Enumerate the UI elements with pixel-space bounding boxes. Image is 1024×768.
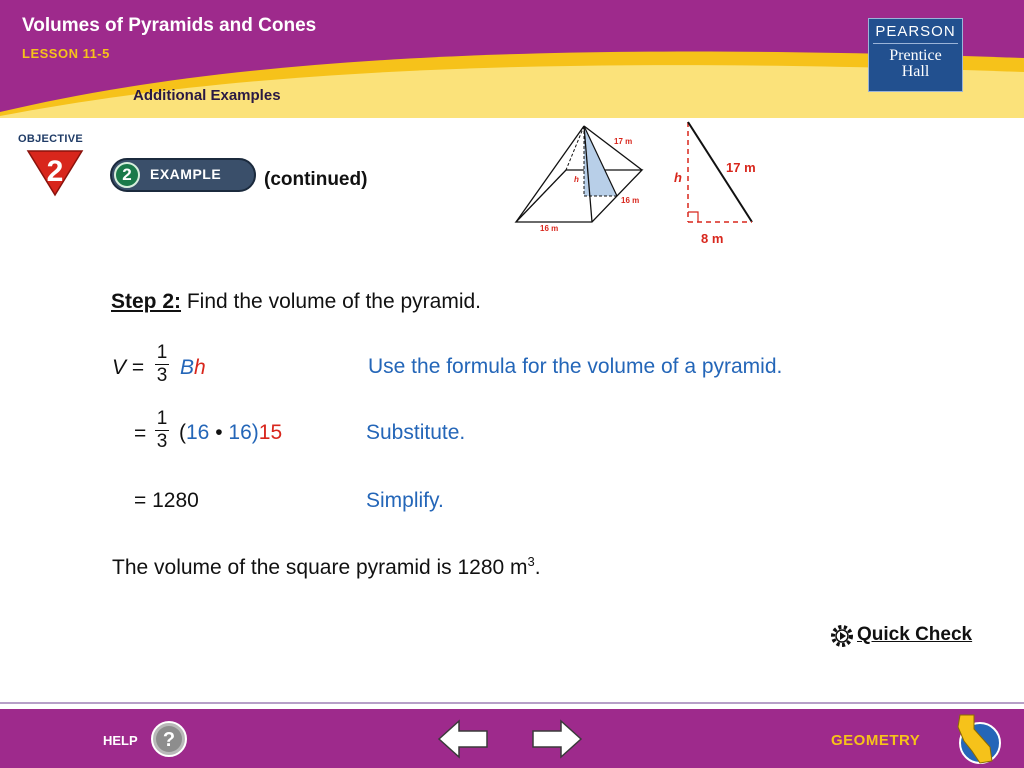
- substitute-expression: [179, 421, 282, 445]
- footer-divider: [0, 702, 1024, 704]
- formula-fraction-num: 1: [156, 342, 168, 363]
- footer-bar: [0, 709, 1024, 768]
- triangle-base-label: 8 m: [701, 231, 724, 246]
- formula-rhs: [180, 356, 206, 380]
- substitute-dot: •: [215, 421, 223, 444]
- substitute-fraction-den: 3: [156, 431, 168, 452]
- conclusion-period: .: [534, 556, 541, 579]
- help-button-icon[interactable]: [149, 719, 189, 759]
- help-label: HELP: [103, 733, 138, 748]
- gear-icon: [828, 622, 856, 650]
- objective-label: OBJECTIVE: [18, 133, 84, 145]
- formula-fraction: [155, 343, 169, 386]
- substitute-side-a: 16: [186, 421, 210, 444]
- logo-prentice-text: Prentice: [889, 47, 942, 64]
- header-banner: [0, 0, 1024, 118]
- formula-note: Use the formula for the volume of a pyramid.: [368, 355, 783, 378]
- base-area-symbol: B: [180, 356, 195, 379]
- svg-text:?: ?: [162, 729, 176, 751]
- pyramid-half-base-label: 16 m: [621, 196, 640, 205]
- formula-fraction-den: 3: [156, 365, 168, 386]
- pyramid-base-label: 16 m: [540, 224, 559, 233]
- pyramid-height-label: h: [574, 175, 579, 184]
- height-symbol: h: [194, 356, 206, 379]
- logo-hall-text: Hall: [901, 63, 930, 80]
- example-number: 2: [114, 162, 140, 188]
- substitute-open-paren: (: [179, 421, 186, 444]
- example-label: EXAMPLE: [150, 166, 222, 182]
- substitute-fraction-num: 1: [156, 408, 168, 429]
- substitute-equals: =: [134, 422, 147, 445]
- step-text: Find the volume of the pyramid.: [186, 290, 482, 313]
- objective-triangle-icon: [26, 147, 84, 197]
- subject-label: GEOMETRY: [831, 732, 921, 749]
- quick-check-link[interactable]: [828, 622, 973, 655]
- formula-equals: =: [131, 356, 145, 379]
- next-arrow-icon[interactable]: [531, 719, 583, 759]
- pearson-logo: [868, 18, 963, 92]
- substitute-note: Substitute.: [366, 421, 466, 444]
- substitute-height: 15: [258, 421, 283, 444]
- previous-arrow-icon[interactable]: [437, 719, 489, 759]
- triangle-hypotenuse-label: 17 m: [726, 160, 756, 175]
- substitute-fraction: [155, 409, 169, 452]
- logo-pearson-text: PEARSON: [873, 19, 958, 44]
- quick-check-label: Quick Check: [857, 624, 973, 645]
- objective-badge: [18, 133, 90, 202]
- example-badge: [110, 158, 256, 192]
- substitute-side-b: 16): [228, 421, 259, 444]
- california-state-icon: [952, 711, 1002, 767]
- step-label: Step 2:: [111, 290, 182, 313]
- simplify-note: Simplify.: [366, 489, 444, 512]
- objective-number: 2: [46, 155, 64, 188]
- pyramid-figure: [508, 118, 778, 250]
- simplify-result: = 1280: [134, 489, 199, 512]
- triangle-height-label: h: [674, 170, 682, 185]
- volume-symbol: V: [112, 356, 127, 379]
- formula-lhs: [112, 356, 144, 380]
- pyramid-slant-label: 17 m: [614, 137, 633, 146]
- conclusion-exponent: 3: [527, 554, 535, 569]
- section-title: Additional Examples: [133, 87, 281, 104]
- step-2-line: [111, 290, 481, 314]
- conclusion-main: The volume of the square pyramid is 1280 m: [112, 556, 528, 579]
- continued-label: (continued): [264, 169, 368, 190]
- lesson-number: LESSON 11-5: [22, 46, 110, 61]
- lesson-title: Volumes of Pyramids and Cones: [22, 15, 317, 36]
- conclusion-text: [112, 554, 541, 580]
